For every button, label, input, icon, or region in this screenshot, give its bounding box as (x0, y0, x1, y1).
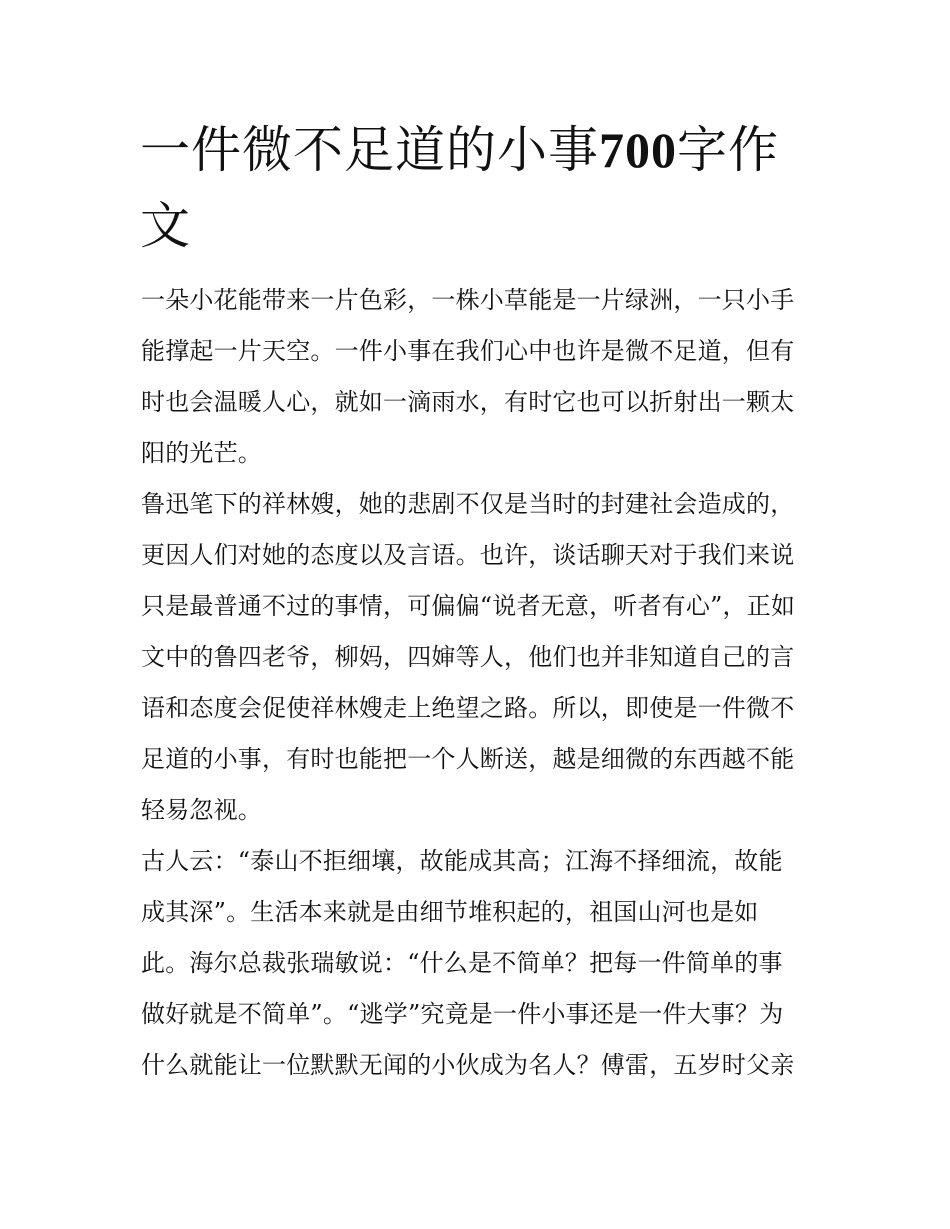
text-line: 语和态度会促使祥林嫂走上绝望之路。所以，即使是一件微不 (141, 694, 795, 722)
title-text-part3: 文 (140, 197, 191, 255)
text-line: 一朵小花能带来一片色彩，一株小草能是一片绿洲，一只小手 (141, 286, 795, 314)
text-line: 文中的鲁四老爷，柳妈，四婶等人，他们也并非知道自己的言 (141, 643, 795, 671)
text-line: 轻易忽视。 (141, 796, 262, 824)
document-title (140, 112, 820, 264)
text-line: 阳的光芒。 (141, 439, 262, 467)
title-text-part1: 一件微不足道的小事 (140, 121, 599, 179)
text-line: 鲁迅笔下的祥林嫂，她的悲剧不仅是当时的封建社会造成的， (141, 490, 795, 518)
text-line: 做好就是不简单”。“逃学”究竟是一件小事还是一件大事？为 (141, 1000, 784, 1028)
text-line: 时也会温暖人心，就如一滴雨水，有时它也可以折射出一颗太 (141, 388, 795, 416)
text-line: 只是最普通不过的事情，可偏偏“说者无意，听者有心”，正如 (141, 592, 796, 620)
title-text-part2: 字作 (677, 121, 779, 179)
document-body (141, 279, 821, 1095)
text-line: 成其深”。生活本来就是由细节堆积起的，祖国山河也是如 (141, 898, 759, 926)
text-line: 更因人们对她的态度以及言语。也许，谈话聊天对于我们来说 (141, 541, 795, 569)
text-line: 足道的小事，有时也能把一个人断送，越是细微的东西越不能 (141, 745, 795, 773)
title-number: 700 (599, 122, 677, 178)
text-line: 古人云：“泰山不拒细壤，故能成其高；江海不择细流，故能 (141, 847, 783, 875)
text-line: 什么就能让一位默默无闻的小伙成为名人？傅雷，五岁时父亲 (141, 1051, 795, 1079)
text-line: 能撑起一片天空。一件小事在我们心中也许是微不足道，但有 (141, 337, 795, 365)
text-line: 此。海尔总裁张瑞敏说：“什么是不简单？把每一件简单的事 (141, 949, 783, 977)
